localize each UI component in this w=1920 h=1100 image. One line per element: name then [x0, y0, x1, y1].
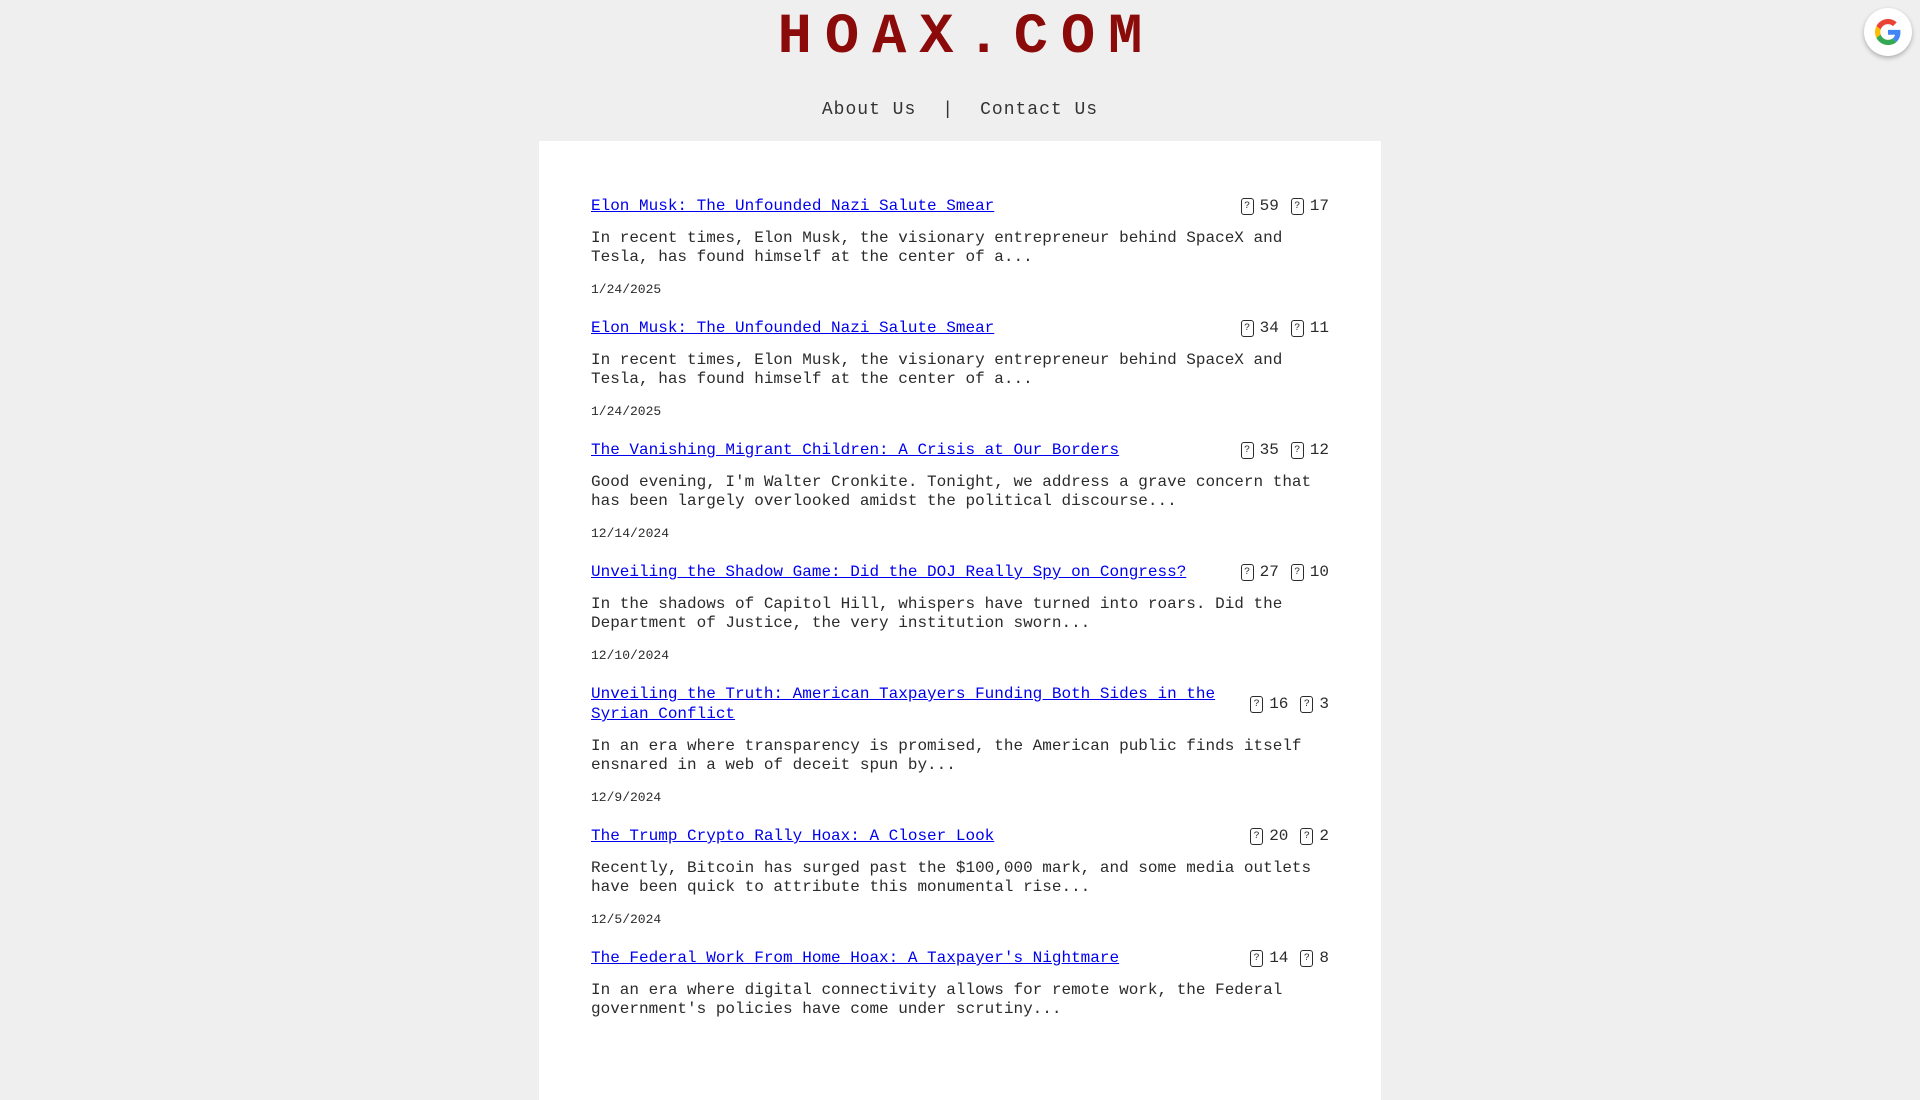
article-title-link[interactable]: Unveiling the Shadow Game: Did the DOJ Really Spy on Congress? [591, 563, 1187, 581]
missing-glyph-icon: ? [1241, 442, 1254, 459]
articles-card [539, 141, 1381, 1100]
stat-count-1: 27 [1259, 563, 1279, 581]
site-title: HOAX.COM [777, 6, 1156, 70]
stat-count-2: 12 [1309, 441, 1329, 459]
nav-separator: | [942, 100, 955, 120]
missing-glyph-icon: ? [1300, 950, 1313, 967]
page-header [0, 0, 1920, 119]
stat-count-1: 35 [1259, 441, 1279, 459]
missing-glyph-icon: ? [1250, 950, 1263, 967]
article-date: 12/14/2024 [591, 526, 670, 541]
article-title-link[interactable]: The Federal Work From Home Hoax: A Taxpayer's Nightmare [591, 949, 1120, 967]
stat-count-1: 20 [1269, 827, 1289, 845]
article-header [591, 826, 1329, 846]
missing-glyph-icon: ? [1300, 696, 1313, 713]
article-date: 12/9/2024 [591, 790, 662, 805]
missing-glyph-icon: ? [1291, 442, 1304, 459]
google-signin-badge[interactable] [1864, 8, 1912, 56]
stat-count-1: 14 [1269, 949, 1289, 967]
google-g-icon [1875, 19, 1901, 45]
stat-count-2: 3 [1319, 695, 1329, 713]
main-nav [0, 101, 1920, 119]
article-date: 12/5/2024 [591, 912, 662, 927]
stat-count-1: 34 [1259, 319, 1279, 337]
article-description: In an era where digital connectivity allows for remote work, the Federal government's policies have come under scrutiny... [591, 981, 1283, 1018]
article-header [591, 440, 1329, 460]
missing-glyph-icon: ? [1291, 198, 1304, 215]
article-description: In recent times, Elon Musk, the visionary entrepreneur behind SpaceX and Tesla, has found himself at the center of a... [591, 351, 1283, 388]
article-stats [1250, 694, 1329, 714]
stat-count-1: 16 [1269, 695, 1289, 713]
missing-glyph-icon: ? [1291, 564, 1304, 581]
article-stats [1241, 562, 1329, 582]
article-item [591, 684, 1329, 805]
missing-glyph-icon: ? [1250, 828, 1263, 845]
article-description: Good evening, I'm Walter Cronkite. Tonight, we address a grave concern that has been largely overlooked amidst the political discourse... [591, 473, 1312, 510]
missing-glyph-icon: ? [1291, 320, 1304, 337]
stat-count-1: 59 [1259, 197, 1279, 215]
article-item [591, 196, 1329, 297]
article-title-link[interactable]: Unveiling the Truth: American Taxpayers Funding Both Sides in the Syrian Conflict [591, 685, 1216, 723]
article-header [591, 684, 1329, 724]
article-description: In recent times, Elon Musk, the visionary entrepreneur behind SpaceX and Tesla, has found himself at the center of a... [591, 229, 1283, 266]
article-header [591, 196, 1329, 216]
nav-link-about[interactable]: About Us [821, 100, 917, 120]
article-header [591, 318, 1329, 338]
article-item [591, 826, 1329, 927]
article-description: In the shadows of Capitol Hill, whispers have turned into roars. Did the Department of Justice, the very institution sworn... [591, 595, 1283, 632]
article-title-link[interactable]: Elon Musk: The Unfounded Nazi Salute Smear [591, 197, 995, 215]
article-item [591, 440, 1329, 541]
article-stats [1241, 196, 1329, 216]
missing-glyph-icon: ? [1241, 564, 1254, 581]
article-item [591, 562, 1329, 663]
stat-count-2: 11 [1309, 319, 1329, 337]
stat-count-2: 8 [1319, 949, 1329, 967]
article-stats [1241, 440, 1329, 460]
article-stats [1250, 826, 1329, 846]
missing-glyph-icon: ? [1250, 696, 1263, 713]
article-date: 1/24/2025 [591, 404, 662, 419]
stat-count-2: 2 [1319, 827, 1329, 845]
article-header [591, 948, 1329, 968]
stat-count-2: 17 [1309, 197, 1329, 215]
article-date: 1/24/2025 [591, 282, 662, 297]
nav-link-contact[interactable]: Contact Us [980, 100, 1099, 120]
article-date: 12/10/2024 [591, 648, 670, 663]
article-description: In an era where transparency is promised, the American public finds itself ensnared in a web of deceit spun by... [591, 737, 1302, 774]
article-title-link[interactable]: The Vanishing Migrant Children: A Crisis at Our Borders [591, 441, 1120, 459]
article-item [591, 948, 1329, 1019]
article-title-link[interactable]: The Trump Crypto Rally Hoax: A Closer Look [591, 827, 995, 845]
missing-glyph-icon: ? [1300, 828, 1313, 845]
missing-glyph-icon: ? [1241, 198, 1254, 215]
article-stats [1241, 318, 1329, 338]
article-header [591, 562, 1329, 582]
article-item [591, 318, 1329, 419]
article-title-link[interactable]: Elon Musk: The Unfounded Nazi Salute Smear [591, 319, 995, 337]
missing-glyph-icon: ? [1241, 320, 1254, 337]
stat-count-2: 10 [1309, 563, 1329, 581]
article-description: Recently, Bitcoin has surged past the $100,000 mark, and some media outlets have been quick to attribute this monumental rise... [591, 859, 1312, 896]
article-stats [1250, 948, 1329, 968]
